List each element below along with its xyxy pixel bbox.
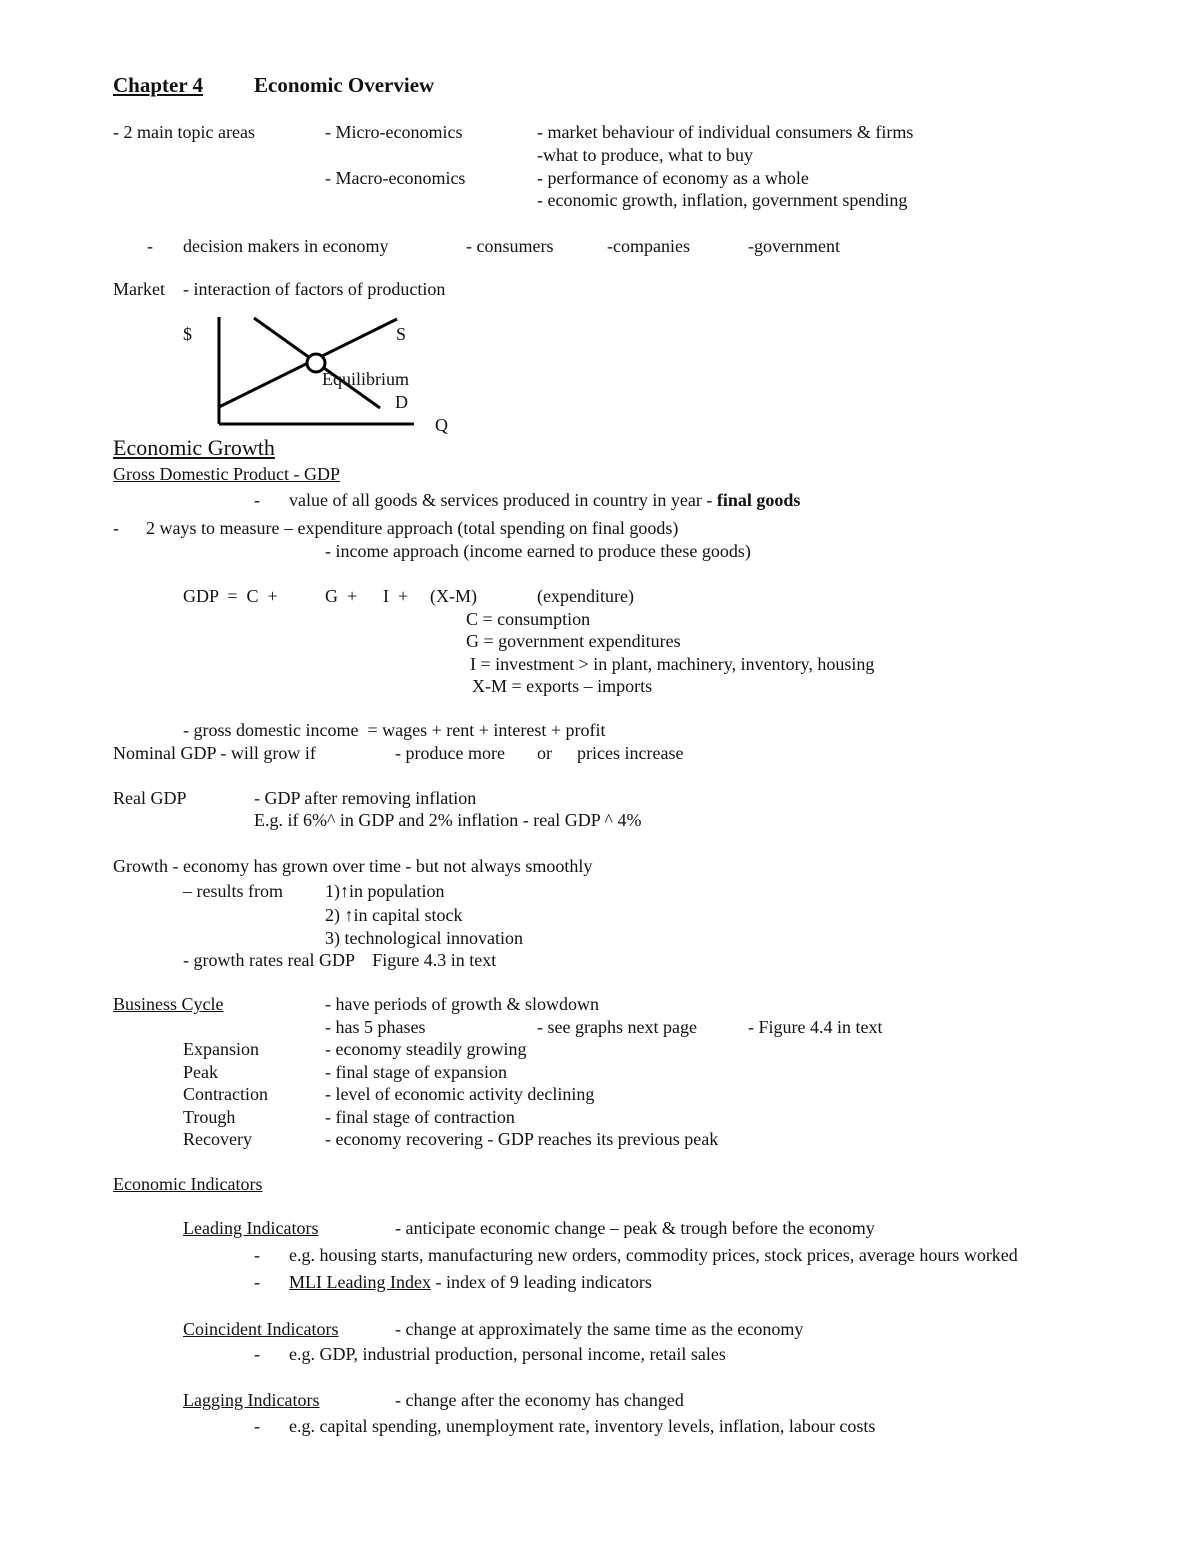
gdp-definition — [289, 489, 800, 511]
business-cycle-desc-2: - has 5 phases — [325, 1017, 426, 1037]
real-gdp-example: E.g. if 6%^ in GDP and 2% inflation - real GDP ^ 4% — [254, 810, 642, 830]
diagram-supply-label: S — [396, 324, 407, 344]
formula-note: (expenditure) — [537, 586, 634, 606]
macro-desc-2: - economic growth, inflation, government spending — [537, 190, 908, 210]
growth-reason-2: 2) ↑in capital stock — [325, 905, 463, 925]
formula-c-def: C = consumption — [466, 609, 591, 629]
bullet-dash: - — [254, 1245, 260, 1265]
growth-reason-1: 1)↑in population — [325, 881, 445, 901]
business-cycle-title: Business Cycle — [113, 994, 224, 1014]
phase-name: Expansion — [183, 1039, 259, 1059]
gdp-heading: Gross Domestic Product - GDP — [113, 464, 340, 484]
page-title: Economic Overview — [254, 73, 435, 97]
phase-desc: - final stage of contraction — [325, 1107, 515, 1127]
phase-name: Trough — [183, 1107, 236, 1127]
micro-label: - Micro-economics — [325, 122, 463, 142]
diagram-demand-label: D — [395, 392, 408, 412]
income-approach: - income approach (income earned to produce these goods) — [325, 541, 751, 561]
bullet-dash: - — [254, 1272, 260, 1292]
macro-label: - Macro-economics — [325, 168, 466, 188]
growth-rates: - growth rates real GDP Figure 4.3 in text — [183, 950, 497, 970]
bullet-dash: - — [254, 490, 260, 510]
lagging-indicators-desc: - change after the economy has changed — [395, 1390, 684, 1410]
chapter-label: Chapter 4 — [113, 73, 204, 97]
gross-domestic-income: - gross domestic income = wages + rent + interest + profit — [183, 720, 606, 740]
bullet-dash: - — [254, 1344, 260, 1364]
growth-reason-3: 3) technological innovation — [325, 928, 523, 948]
business-cycle-figure: - Figure 4.4 in text — [748, 1017, 883, 1037]
mli-leading-index-desc: - index of 9 leading indicators — [430, 1272, 652, 1292]
formula-g-def: G = government expenditures — [466, 631, 681, 651]
coincident-indicators-desc: - change at approximately the same time as the economy — [395, 1319, 804, 1339]
leading-indicators-title: Leading Indicators — [183, 1218, 319, 1238]
nominal-produce-more: - produce more — [395, 743, 505, 763]
formula-xm-def: X-M = exports – imports — [472, 676, 653, 696]
micro-desc-1: - market behaviour of individual consumers & firms — [537, 122, 914, 142]
bullet-dash: - — [147, 236, 153, 256]
decision-consumers: - consumers — [466, 236, 554, 256]
growth-results-from: – results from — [183, 881, 283, 901]
lagging-indicators-title: Lagging Indicators — [183, 1390, 320, 1410]
phase-name: Peak — [183, 1062, 218, 1082]
phase-desc: - economy recovering - GDP reaches its previous peak — [325, 1129, 719, 1149]
leading-indicators-desc: - anticipate economic change – peak & trough before the economy — [395, 1218, 875, 1238]
phase-desc: - economy steadily growing — [325, 1039, 527, 1059]
diagram-price-label: $ — [183, 324, 192, 344]
formula-i-def: I = investment > in plant, machinery, inventory, housing — [470, 654, 875, 674]
lagging-indicators-examples: e.g. capital spending, unemployment rate, inventory levels, inflation, labour costs — [289, 1416, 876, 1436]
measure-ways: - 2 ways to measure – expenditure approach (total spending on final goods) — [113, 518, 679, 538]
formula-lhs: GDP = C + — [183, 586, 278, 606]
supply-demand-diagram — [0, 0, 1200, 460]
nominal-prices-increase: prices increase — [577, 743, 684, 763]
growth-line: Growth - economy has grown over time - but not always smoothly — [113, 856, 593, 876]
section-title-growth: Economic Growth — [113, 435, 275, 460]
decision-government: -government — [748, 236, 840, 256]
topics-intro: - 2 main topic areas — [113, 122, 255, 142]
gdp-definition-text: value of all goods & services produced in country in year - — [289, 490, 717, 510]
nominal-or: or — [537, 743, 552, 763]
diagram-quantity-label: Q — [435, 415, 448, 435]
phase-name: Recovery — [183, 1129, 252, 1149]
diagram-equilibrium-label: Equilibrium — [322, 369, 409, 389]
leading-indicators-examples: e.g. housing starts, manufacturing new orders, commodity prices, stock prices, average hours worked — [289, 1245, 1018, 1265]
coincident-indicators-title: Coincident Indicators — [183, 1319, 339, 1339]
nominal-gdp-label: Nominal GDP - will grow if — [113, 743, 316, 763]
phase-desc: - level of economic activity declining — [325, 1084, 595, 1104]
bullet-dash: - — [254, 1416, 260, 1436]
micro-desc-2: -what to produce, what to buy — [537, 145, 753, 165]
formula-g: G + — [325, 586, 358, 606]
business-cycle-desc-1: - have periods of growth & slowdown — [325, 994, 599, 1014]
formula-xm: (X-M) — [430, 586, 477, 606]
decision-companies: -companies — [607, 236, 690, 256]
macro-desc-1: - performance of economy as a whole — [537, 168, 809, 188]
formula-i: I + — [383, 586, 409, 606]
market-desc: - interaction of factors of production — [183, 279, 446, 299]
decision-makers-label: decision makers in economy — [183, 236, 389, 256]
phase-name: Contraction — [183, 1084, 268, 1104]
coincident-indicators-examples: e.g. GDP, industrial production, personal income, retail sales — [289, 1344, 726, 1364]
mli-leading-index — [289, 1271, 652, 1293]
business-cycle-see-graphs: - see graphs next page — [537, 1017, 697, 1037]
final-goods-text: final goods — [716, 490, 801, 510]
market-label: Market — [113, 279, 165, 299]
real-gdp-desc: - GDP after removing inflation — [254, 788, 477, 808]
indicators-title: Economic Indicators — [113, 1174, 263, 1194]
mli-leading-index-title: MLI Leading Index — [289, 1272, 431, 1292]
phase-desc: - final stage of expansion — [325, 1062, 507, 1082]
real-gdp-label: Real GDP — [113, 788, 187, 808]
